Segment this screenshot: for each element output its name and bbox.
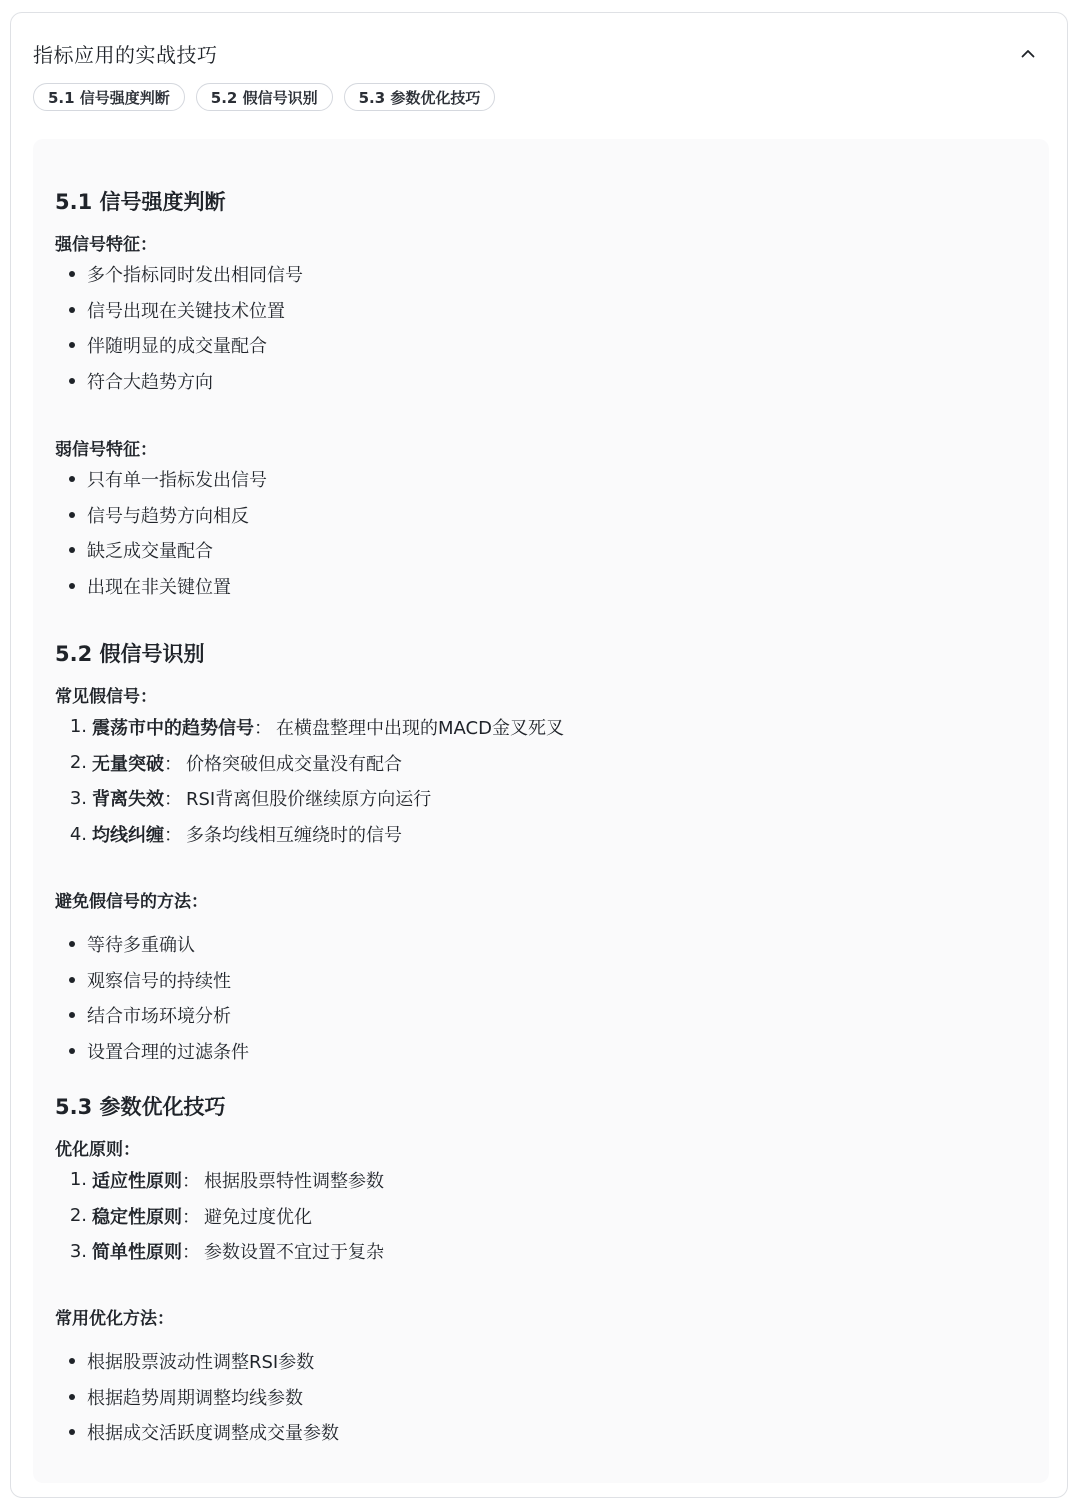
optimization-principles-heading: 优化原则： [55, 1140, 140, 1160]
tab-5-3[interactable]: 5.3 参数优化技巧 [344, 83, 496, 111]
bullet-icon [69, 1358, 75, 1364]
list-item: 只有单一指标发出信号 [55, 461, 267, 497]
bullet-icon [69, 583, 75, 589]
list-item: 3. 背离失效 ： RSI背离但股价继续原方向运行 [69, 787, 432, 811]
bullet-icon [69, 977, 75, 983]
optimization-methods-list [55, 1343, 339, 1450]
common-false-signal-heading: 常见假信号： [55, 687, 157, 707]
optimization-methods-heading: 常用优化方法： [55, 1309, 174, 1329]
chevron-up-icon [1021, 43, 1035, 62]
bullet-icon [69, 271, 75, 277]
list-item: 出现在非关键位置 [55, 568, 267, 604]
bullet-icon [69, 1429, 75, 1435]
tab-5-1[interactable]: 5.1 信号强度判断 [33, 83, 185, 111]
bullet-icon [69, 342, 75, 348]
list-item: 伴随明显的成交量配合 [55, 328, 303, 364]
bullet-icon [69, 476, 75, 482]
strong-signal-heading: 强信号特征： [55, 235, 157, 255]
common-false-signal-list [55, 709, 564, 852]
weak-signal-heading: 弱信号特征： [55, 440, 157, 460]
bullet-icon [69, 1012, 75, 1018]
bullet-icon [69, 378, 75, 384]
list-item: 信号出现在关键技术位置 [55, 292, 303, 328]
list-item: 1. 适应性原则 ： 根据股票特性调整参数 [69, 1169, 384, 1192]
list-item: 观察信号的持续性 [55, 962, 249, 998]
strong-signal-list [55, 256, 303, 399]
collapse-button[interactable] [1013, 37, 1043, 67]
list-item: 根据趋势周期调整均线参数 [55, 1379, 339, 1415]
list-item: 根据成交活跃度调整成交量参数 [55, 1415, 339, 1451]
list-item: 4. 均线纠缠 ： 多条均线相互缠绕时的信号 [69, 823, 402, 847]
list-item: 设置合理的过滤条件 [55, 1033, 249, 1069]
section-tabs [33, 83, 495, 111]
card-title: 指标应用的实战技巧 [33, 43, 218, 67]
bullet-icon [69, 307, 75, 313]
list-item: 3. 简单性原则 ： 参数设置不宜过于复杂 [69, 1240, 384, 1264]
list-item: 1. 震荡市中的趋势信号 ： 在横盘整理中出现的MACD金叉死叉 [69, 716, 564, 739]
weak-signal-list [55, 461, 267, 604]
list-item: 缺乏成交量配合 [55, 533, 267, 569]
list-item: 结合市场环境分析 [55, 998, 249, 1034]
list-item: 2. 无量突破 ： 价格突破但成交量没有配合 [69, 752, 402, 775]
content-panel [33, 139, 1049, 1483]
bullet-icon [69, 1394, 75, 1400]
avoid-false-signal-list [55, 926, 249, 1069]
list-item: 符合大趋势方向 [55, 363, 303, 399]
list-item: 信号与趋势方向相反 [55, 497, 267, 533]
bullet-icon [69, 547, 75, 553]
section-title-5-3: 5.3 参数优化技巧 [55, 1095, 226, 1119]
bullet-icon [69, 1048, 75, 1054]
section-title-5-1: 5.1 信号强度判断 [55, 190, 226, 214]
list-item: 根据股票波动性调整RSI参数 [55, 1343, 339, 1379]
list-item: 多个指标同时发出相同信号 [55, 256, 303, 292]
list-item: 2. 稳定性原则 ： 避免过度优化 [69, 1205, 312, 1228]
optimization-principles-list [55, 1162, 384, 1269]
bullet-icon [69, 941, 75, 947]
tab-5-2[interactable]: 5.2 假信号识别 [196, 83, 333, 111]
section-title-5-2: 5.2 假信号识别 [55, 642, 205, 666]
list-item: 等待多重确认 [55, 926, 249, 962]
avoid-false-signal-heading: 避免假信号的方法： [55, 892, 208, 912]
bullet-icon [69, 512, 75, 518]
collapsible-card [10, 12, 1068, 1498]
card-header[interactable] [33, 35, 1045, 69]
